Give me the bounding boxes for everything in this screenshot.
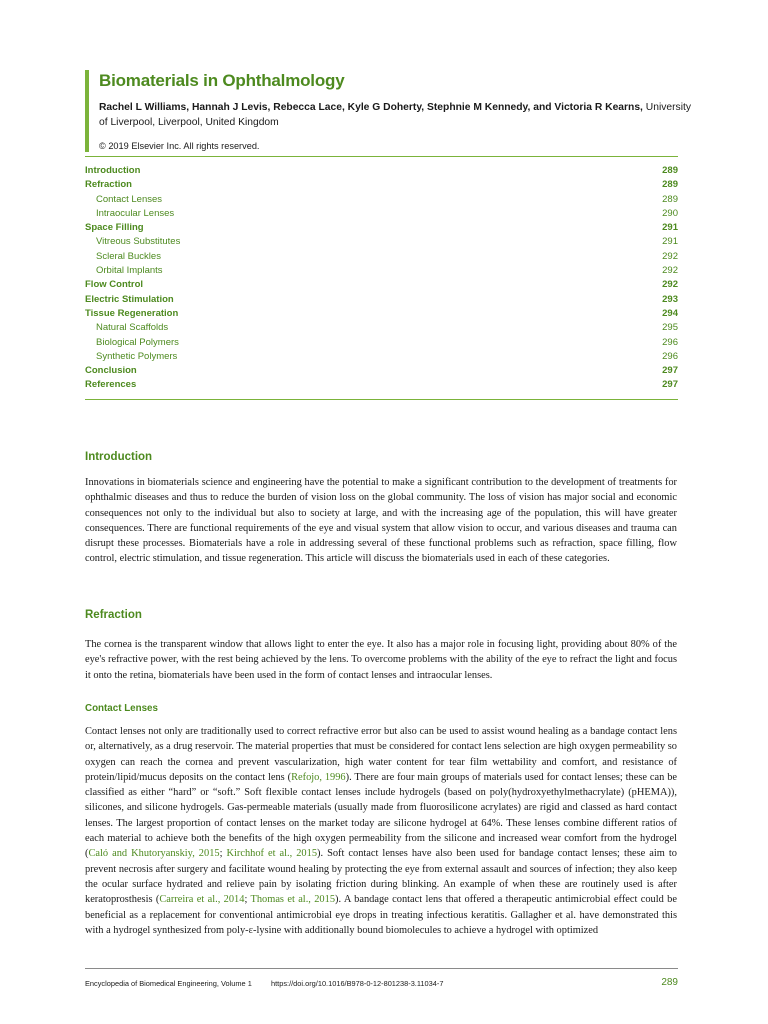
toc-entry[interactable] (85, 307, 678, 321)
author-affiliation: University of Liverpool, Liverpool, United Kingdom (99, 102, 691, 128)
citation-link[interactable]: Refojo, 1996 (291, 771, 346, 783)
toc-entry-label: Tissue Regeneration (85, 307, 179, 319)
page-footer (85, 968, 678, 988)
text-run: ; (244, 894, 251, 906)
toc-entry-label: Space Filling (85, 222, 144, 234)
toc-entry[interactable] (85, 164, 678, 178)
toc-entry[interactable] (85, 264, 678, 278)
toc-entry-label: Contact Lenses (96, 193, 163, 205)
section-heading-refraction: Refraction (85, 609, 142, 621)
toc-entry[interactable] (85, 321, 678, 335)
text-run: ; (219, 848, 227, 860)
citation-link[interactable]: Caló and Khutoryanskiy, 2015 (88, 848, 220, 860)
toc-entry-page: 294 (662, 307, 678, 319)
author-names: Rachel L Williams, Hannah J Levis, Rebecca Lace, Kyle G Doherty, Stephnie M Kennedy, and Victoria R Kearns, (99, 102, 643, 113)
toc-entry-page: 291 (662, 222, 678, 234)
footer-journal: Encyclopedia of Biomedical Engineering, Volume 1 (85, 979, 252, 988)
toc-entry-label: Intraocular Lenses (96, 207, 175, 219)
toc-entry[interactable] (85, 250, 678, 264)
toc-entry-page: 296 (662, 336, 678, 348)
toc-entry-page: 290 (662, 207, 678, 219)
toc-entry[interactable] (85, 178, 678, 192)
copyright-notice: © 2019 Elsevier Inc. All rights reserved. (99, 141, 260, 151)
text-run: Contact lenses not only are traditionally used to correct refractive error but also can be used to assist wound healing as a bandage contact lens or, alternatively, as a drug reservoir. The material properties that must be considered for contact lens selection are high oxygen permeability so oxygen can reach the cornea and prevent vascularization, high water content for tear film wettability and comfort, and resistance of protein/lipid/mucus deposits on the contact lens ( (85, 726, 677, 783)
toc-entry-page: 291 (662, 236, 678, 248)
toc-entry[interactable] (85, 193, 678, 207)
toc-entry-label: Orbital Implants (96, 265, 163, 277)
toc-entry-label: Vitreous Substitutes (96, 236, 181, 248)
toc-entry-label: Conclusion (85, 365, 137, 377)
contact-lenses-paragraph (85, 724, 677, 938)
text-run: ). A bandage contact lens that offered a therapeutic antimicrobial effect could be beneficial as a replacement for conventional antimicrobial eye drops in treating infectious keratitis. Gallagher et al. have demonstrated this with a hydrogel synthesized from poly-ε-lysine with additionally bound biomolecules to achieve a hydrogel with optimized (85, 894, 677, 936)
text-run: ). There are four main groups of materials used for contact lenses; these can be classified as either “hard” or “soft.” Soft flexible contact lenses include hydrogels (based on poly(hydroxyethylmethacrylate) (pHEMA)), silicones, and silicone hydrogels. Gas-permeable materials (usually made from fluorosilicone acrylates) are rigid and classed as hard contact lenses. The largest proportion of contact lenses on the market today are silicone hydrogel at 64%. These lenses combine different ratios of each material to achieve both the benefits of the high oxygen permeability from the silicone and increased wear comfort from the hydrogel ( (85, 771, 678, 860)
toc-entry-label: Electric Stimulation (85, 293, 174, 305)
introduction-paragraph: Innovations in biomaterials science and engineering have the potential to make a significant contribution to the development of treatments for ophthalmic diseases and thus to reduce the burden of vision loss on the global community. The loss of vision has major social and economic consequences not only to the individual but also to society at large, and with the increasing age of the population, this will have greater consequences. There are functional requirements of the eye and visual system that allow vision to occur, and various diseases and trauma can disrupt these processes. Biomaterials have a role in addressing several of these functional problems such as refraction, space filling, flow control, electric stimulation, and tissue regeneration. This article will discuss the biomaterials used in each of these categories. (85, 477, 677, 565)
citation-link[interactable]: Carreira et al., 2014 (159, 894, 245, 906)
toc-entry-page: 289 (662, 165, 678, 176)
toc-entry-page: 297 (662, 379, 678, 391)
toc-entry[interactable] (85, 293, 678, 307)
toc-entry-label: Scleral Buckles (96, 250, 161, 262)
article-header (85, 70, 691, 152)
toc-entry-page: 297 (662, 365, 678, 377)
toc-entry[interactable] (85, 207, 678, 221)
author-line (99, 100, 691, 130)
toc-entry-label: Flow Control (85, 279, 144, 291)
article-title: Biomaterials in Ophthalmology (99, 71, 345, 90)
table-of-contents (85, 156, 678, 400)
toc-entry-page: 292 (662, 279, 678, 291)
toc-entry-page: 289 (662, 179, 678, 191)
subsection-heading-contact-lenses: Contact Lenses (85, 703, 158, 714)
refraction-paragraph: The cornea is the transparent window that allows light to enter the eye. It also has a major role in focusing light, providing about 80% of the eye's refractive power, with the rest being achieved by the lens. To overcome problems with the ability of the eye to refract the light and focus it onto the retina, biomaterials have been used in the form of contact lenses and intraocular lenses. (85, 639, 677, 681)
toc-entry-page: 296 (662, 350, 678, 362)
section-heading-introduction: Introduction (85, 451, 153, 463)
citation-link[interactable]: Kirchhof et al., 2015 (226, 848, 318, 860)
toc-entry-page: 292 (662, 265, 678, 277)
toc-entry-page: 289 (662, 193, 678, 205)
toc-entry[interactable] (85, 278, 678, 292)
toc-entry-label: Refraction (85, 179, 132, 191)
toc-entry[interactable] (85, 221, 678, 235)
toc-entry[interactable] (85, 235, 678, 249)
toc-entry[interactable] (85, 336, 678, 350)
toc-entry-label: Synthetic Polymers (96, 350, 178, 362)
toc-entry-label: Introduction (85, 165, 141, 176)
page-number: 289 (661, 977, 678, 988)
toc-entry[interactable] (85, 378, 678, 392)
citation-link[interactable]: Thomas et al., 2015 (250, 894, 336, 906)
toc-entry-label: Natural Scaffolds (96, 322, 169, 334)
toc-entry-page: 292 (662, 250, 678, 262)
footer-doi-link[interactable]: https://doi.org/10.1016/B978-0-12-801238-3.11034-7 (271, 979, 444, 988)
toc-entry-label: References (85, 379, 137, 391)
text-run: ). Soft contact lenses have also been used for bandage contact lenses; these aim to prevent necrosis after surgery and facilitate wound healing by protecting the eye from external assault and sources of infection; they also keep the ocular surface hydrated and relieve pain by isolating friction during blinking. An example of when these are routinely used is after keratoprosthesis ( (85, 848, 677, 906)
toc-entry-page: 295 (662, 322, 678, 334)
toc-entry[interactable] (85, 364, 678, 378)
toc-entry-label: Biological Polymers (96, 336, 179, 348)
toc-entry[interactable] (85, 350, 678, 364)
toc-entry-page: 293 (662, 293, 678, 305)
